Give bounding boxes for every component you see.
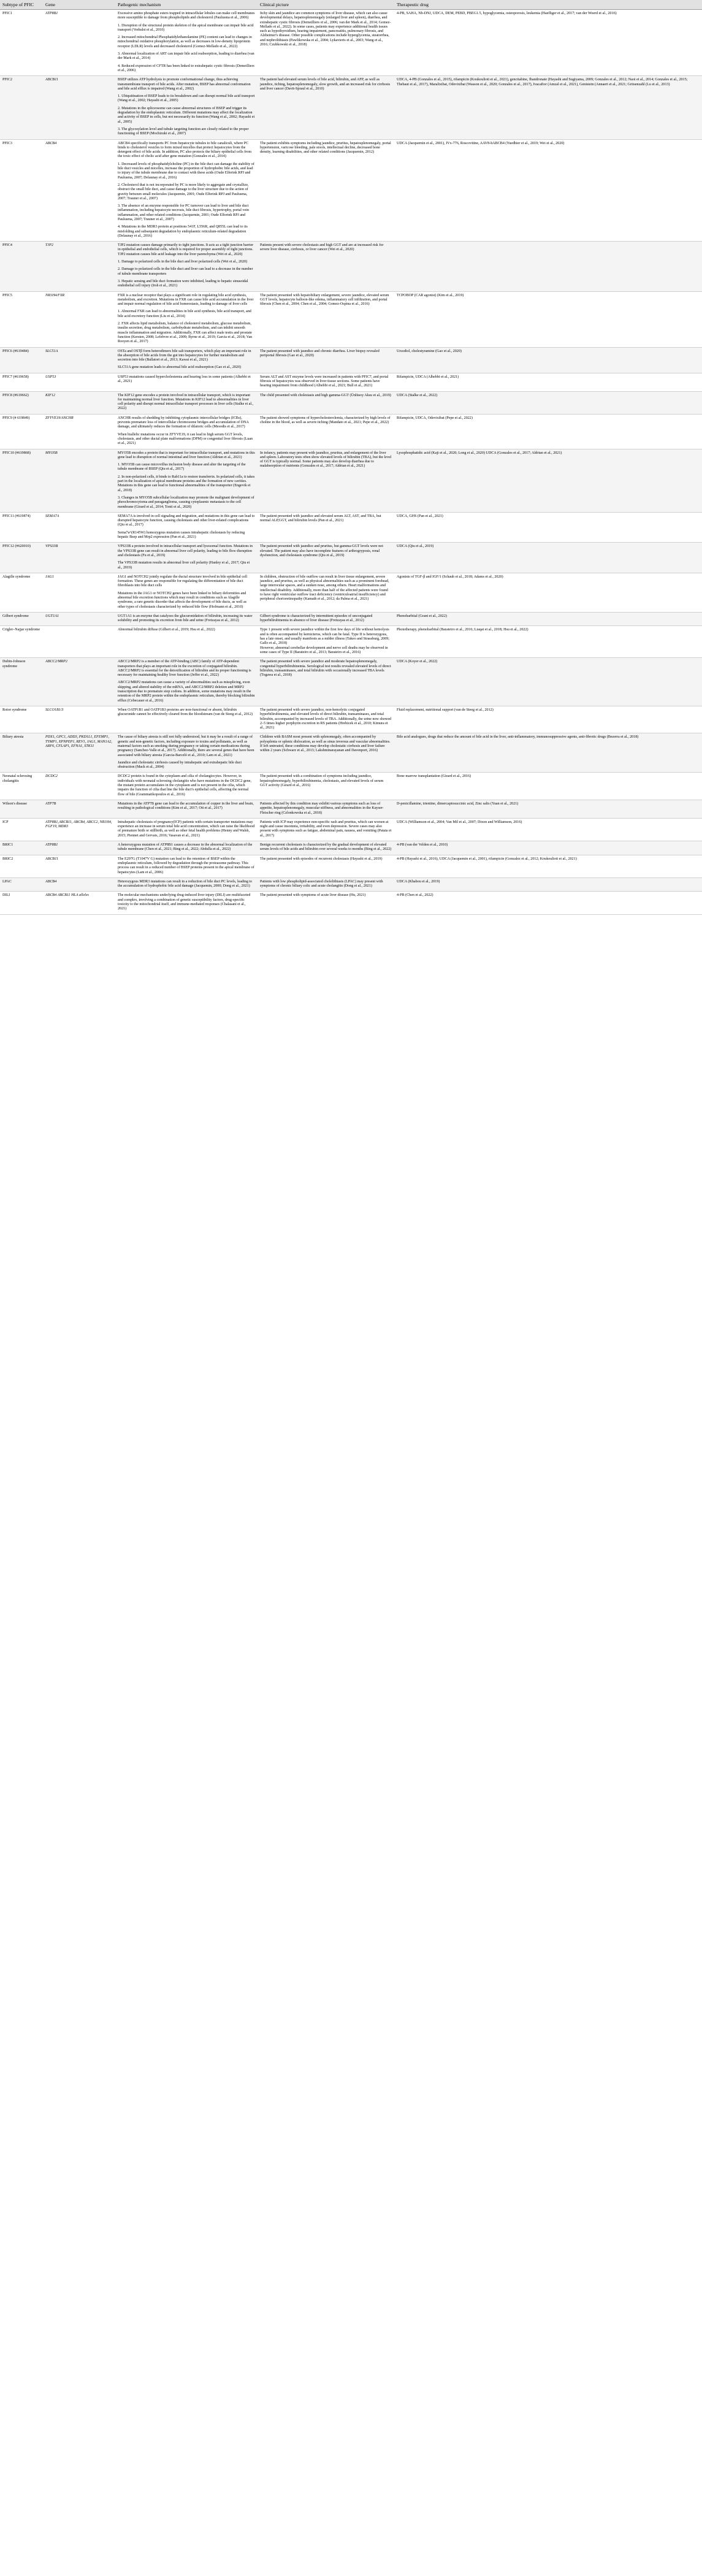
mechanism-paragraph: UGT1A1 is an enzyme that catalyzes the glucuronidation of bilirubin, increasing its water solubility and promoting its excretion from bile and urine (Fretzayas et al., 2012) [118, 614, 253, 623]
mechanism-paragraph: Sema7a^(R145W) homozygous mutation causes intrahepatic cholestasis by reducing hepatic Bsep and Mrp2 expression (Pan et al., 2021) [118, 530, 245, 540]
cell-drug: Lysophosphatidic acid (Kaji et al., 2020; Long et al., 2020) UDCA (Gonzales et al., 2017; Aldrian et al., 2021) [394, 449, 702, 512]
mechanism-paragraph: Excessive amino phosphate esters trapped in intracellular lobules can make cell membranes more susceptible to damage from phospholipids and cholesterol (Paulusma et al., 2006) [118, 12, 255, 20]
mechanism-paragraph: SLC51A gene mutation leads to abnormal bile acid reabsorption (Gao et al., 2020) [118, 365, 242, 370]
mechanism-paragraph: ABCC2/MRP2 is a member of the ATP-binding (ABC) family of ATP-dependent transporters that plays an important role in the excretion of conjugated bilirubin. ABCC2/MRP2 is essential for the detoxification of bilirubin and its proper functioning is necessary for maintaining healthy liver function (Jeffer et al., 2022) [118, 660, 251, 678]
cell-gene: ATP8B1,ABCB11, ABCB4, ABCC2, NR1H4, FGF19, MDR3 [43, 818, 115, 841]
cell-mechanism [115, 391, 258, 414]
cell-subtype: PFIC9 (# 619849) [0, 414, 43, 449]
mechanism-paragraph: 2. In non-polarized cells, it binds to Rab11a to restore transferrin. In polarized cells, it takes part in the localization of apical membrane proteins and the formation of new cavities. Mutations in this gene can lead to functional abnormalities of the transporter (Engevik et al., 2018) [118, 475, 255, 492]
cell-subtype: Alagille syndrome [0, 573, 43, 612]
mechanism-paragraph: FXR is a nuclear receptor that plays a significant role in regulating bile acid synthesis, metabolism, and excretion. Mutations in FXR can cause bile acid accumulation in the liver and impair normal regulation of bile acid homeostasis, leading to damage of liver cells [118, 293, 254, 307]
cell-drug: UDCA, GHS (Pan et al., 2021) [394, 512, 702, 542]
mechanism-paragraph: SEMA7A is involved in cell signaling and migration, and mutations in this gene can lead to disrupted hepatocyte function, causing cholestasis and other liver-related complications (Qiu et al., 2017) [118, 514, 255, 527]
cell-subtype: Neonatal sclerosing cholangitis [0, 773, 43, 800]
cell-subtype: PFIC1 [0, 10, 43, 76]
cell-drug: UDCA (Qiu et al., 2019) [394, 543, 702, 573]
cell-clinical: The patient presented with episodes of recurrent cholestasis (Hayashi et al., 2019) [258, 855, 394, 877]
cell-mechanism [115, 841, 258, 855]
cell-subtype: Biliary atresia [0, 733, 43, 773]
mechanism-paragraph: MYO5B encodes a protein that is important for intracellular transport, and mutations in this gene lead to disruption of normal intestinal and liver function (Aldrian et al., 2021) [118, 451, 255, 459]
cell-drug [394, 242, 702, 291]
cell-drug: UDCA (Williamson et al., 2004; Van Mil et al., 2007; Dixon and Williamson, 2016) [394, 818, 702, 841]
cell-mechanism [115, 291, 258, 347]
mechanism-paragraph: 4. Reduced expression of CFTR has been linked to extrahepatic cystic fibrosis (Demeilliers et al., 2006) [118, 64, 254, 72]
pfic-table [0, 0, 702, 915]
cell-mechanism [115, 10, 258, 76]
cell-mechanism [115, 800, 258, 818]
table-row [0, 291, 702, 347]
header-clinical: Clinical picture [258, 0, 394, 10]
mechanism-paragraph: USP53 mutations caused hypercholestemia and hearing loss in some patients (Alhebbi et al., 2021) [118, 375, 251, 383]
cell-drug: Ursodiol, cholestyramine (Gao et al., 2020) [394, 347, 702, 373]
mechanism-paragraph: 3. Hepatic sensing and bile duct formation were inhibited, leading to hepatic sinusoidal endothelial cell injury (Irsh et al., 2021) [118, 279, 248, 288]
cell-clinical: The patient showed symptoms of hypercholesterolemia, characterized by high levels of choline in the blood, as well as severe itching (Mandato et al., 2021; Pepe et al., 2022) [258, 414, 394, 449]
table-row [0, 139, 702, 242]
mechanism-paragraph: 2. Damage to polarized cells in the bile duct and liver can lead to a decrease in the number of tubule membrane transporters [118, 267, 253, 276]
table-body [0, 10, 702, 915]
table-row [0, 626, 702, 658]
mechanism-paragraph: Intrahepatic cholestasis of pregnancy(ICP) patients with certain transporter mutations may experience an increase in serum total bile acid concentration, which can raise the likelihood of premature birth or stillbirth, as well as other fetal health problems (Henny and Walsh, 2015; Piennet and Gervais, 2016; Vasavan et al., 2021) [118, 820, 255, 838]
cell-subtype: PFIC7 (#619658) [0, 373, 43, 391]
cell-subtype: BRIC1 [0, 841, 43, 855]
cell-mechanism [115, 626, 258, 658]
mechanism-paragraph: 3. The absence of an enzyme responsible for PC turnover can lead to liver and bile duct inflammation, including hepatocyte necrosis, bile duct fibrosis, hypertrophy, portal vein inflammation, and other related conditions (Jacquemin, 2001; Oude Elferink RPJ and Paulusma, 2007; Trauner et al., 2007) [118, 204, 250, 221]
cell-gene: TJP2 [43, 242, 115, 291]
cell-mechanism [115, 773, 258, 800]
cell-gene: VPS33B [43, 543, 115, 573]
cell-gene: ATP8B1 [43, 10, 115, 76]
mechanism-paragraph: ABCB4 specifically transports PC from hepatocyte tubules to bile canaliculi, where PC binds to cholesterol vesicles to form mixed micelles that protect hepatocytes from the detergent effect of bile acids. In addition, PC also protects the biliary epithelial cells from the toxic effect of cholic acid after gene mutation (Gonzales et al., 2014) [118, 141, 252, 159]
cell-subtype: LPAC [0, 877, 43, 892]
cell-clinical: The patient had elevated serum levels of bile acid, bilirubin, and AFP, as well as jaundice, itching, hepatosplenomegaly, slow growth, and an increased risk for cirrhosis and liver cancer (Davit-Spraul et al., 2010) [258, 76, 394, 139]
cell-clinical: Patients with low phospholipid-associated cholelithiasis (LPAC) may present with symptoms of chronic biliary colic and acute cholangitis (Dong et al., 2021) [258, 877, 394, 892]
cell-subtype: PFIC6 (#619484) [0, 347, 43, 373]
mechanism-paragraph: When biallelic mutations occur in ZFYVE19, it can lead to high serum GGT levels, cholestasis, and other ductal plate malformations (DPM) or congenital liver fibrosis (Luan et al., 2021) [118, 432, 253, 446]
cell-mechanism [115, 818, 258, 841]
cell-clinical: Benign recurrent cholestasis is characterized by the gradual development of elevated serum levels of bile acids and bilirubin over several weeks to months (Bing et al., 2022) [258, 841, 394, 855]
cell-clinical: The patient presented with severe jaundice, non-hemolytic conjugated hyperbilirubinemia, and elevated levels of direct bilirubin, transaminases, and total bilirubin, accompanied by increased levels of TBA. Additionally, the urine now showed 2–5 times higher porphyrin excretion in RS patients (Hrebicek et al., 2010; Kimura et al., 2021) [258, 706, 394, 733]
cell-drug: Bile acid analogues, drugs that reduce the amount of bile acid in the liver, anti-inflammatory, immunosuppressive agents, anti-fibrotic drugs (Bezerra et al., 2018) [394, 733, 702, 773]
header-drug: Therapeutic drug [394, 0, 702, 10]
cell-clinical: The child presented with cholestasis and high gamma-GGT (Ünlüsoy Aksu et al., 2019) [258, 391, 394, 414]
cell-gene: ABCB11 [43, 76, 115, 139]
cell-gene: ZFYVE19/ANCHR [43, 414, 115, 449]
mechanism-paragraph: The cause of biliary atresia is still not fully understood, but it may be a result of a range of genetic and non-genetic factors, including exposure to toxins and pollutants, as well as maternal factors such as smoking during pregnancy or taking certain medications during pregnancy (Sanchez-Valle et al., 2017). Additionally, there are several genes that have been associated with biliary atresia (Garcia-Barceló et al., 2010; Lam et al., 2021) [118, 735, 254, 757]
cell-clinical: Patients present with severe cholestasis and high GGT and are at increased risk for severe liver disease, cirrhosis, or liver cancer (Wei et al., 2020) [258, 242, 394, 291]
cell-mechanism [115, 414, 258, 449]
table-row [0, 373, 702, 391]
mechanism-paragraph: Heterozygous MDR3 mutations can result in a reduction of bile duct PC levels, leading to the accumulation of hydrophobic bile acid damage (Jacquemin, 2000; Dong et al., 2021) [118, 879, 253, 889]
mechanism-paragraph: Abnormal bilirubin diffuse (Gilbert et al., 2019; Hsu et al., 2022) [118, 628, 215, 632]
cell-drug: UDCA (Jacquemin et al., 2001), IVx-776, Roscovitine, AAV8-hABCB4 (Yuedhier et al., 2019; Wei et al., 2020) [394, 139, 702, 242]
cell-drug: Fluid replacement, nutritional support (van de Steeg et al., 2012) [394, 706, 702, 733]
cell-drug: 4-PB (van der Velden et al., 2010) [394, 841, 702, 855]
mechanism-paragraph: 2. Increased mitochondrial Phosphatidylethanolamine (PE) content can lead to changes in mitochondrial oxidative phosphorylation, as well as decreases in low-density lipoprotein receptor (LDLR) levels and decreased cholesterol (Gomez-Mellado et al., 2022) [118, 36, 252, 48]
mechanism-paragraph: 1. Disruption of the structural protein skeleton of the apical membrane can impair bile acid transport (Verhulst et al., 2010) [118, 23, 254, 32]
cell-subtype: PFIC2 [0, 76, 43, 139]
cell-clinical: The patient presented with jaundice and elevated serum ALT, AST, and TBA, but normal ALP,GGT, and bilirubin levels (Pan et al., 2021) [258, 512, 394, 542]
table-header [0, 0, 702, 10]
table-row [0, 855, 702, 877]
cell-gene [43, 626, 115, 658]
cell-subtype: Dubin-Johnson syndrome [0, 658, 43, 706]
cell-drug: UDCA (Koyer et al., 2022) [394, 658, 702, 706]
mechanism-paragraph: 1. MYO5B can cause microvillus inclusion body disease and alter the targeting of the tubule membrane of BSEP (Qiu et al., 2017) [118, 463, 246, 472]
mechanism-paragraph: ABCC2/MRP2 mutations can cause a variety of abnormalities such as missplicing, exon skipping, and altered stability of the mRNA, and ABCC2/MRP2 deletion and MRP2 transcription due to premature stop codons. In addition, some mutations may result in the retention of the MRP2 protein within the endoplasmic reticulum, thereby blocking bilirubin efflux (Cebecauer et al., 2016) [118, 681, 255, 703]
table-row [0, 800, 702, 818]
table-row [0, 877, 702, 892]
cell-mechanism [115, 76, 258, 139]
cell-drug: Agonists of TGF-β and IGF/1 (Schaub et al., 2018; Adams et al., 2020) [394, 573, 702, 612]
cell-mechanism [115, 658, 258, 706]
cell-drug: Bone marrow transplantation (Girard et al., 2016) [394, 773, 702, 800]
header-subtype: Subtype of PFIC [0, 0, 43, 10]
mechanism-paragraph: JAG1 and NOTCH2 jointly regulate the ductal structure involved in bile epithelial cell formation. These genes are responsible for regulating the differentiation of bile duct fibroblasts into bile duct cells [118, 575, 248, 588]
cell-subtype: PFIC3 [0, 139, 43, 242]
mechanism-paragraph: 2. Cholesterol that is not incorporated by PC is more likely to aggregate and crystallize, obstruct the small bile duct, and cause damage to the liver structure due to the action of gravity between small molecules (Jacquemin, 2001; Oude Elferink RPJ and Paulusma, 2007; Trauner et al., 2007) [118, 183, 249, 201]
cell-mechanism [115, 242, 258, 291]
cell-subtype: PFIC8 (#619662) [0, 391, 43, 414]
cell-subtype: Gilbert syndrome [0, 612, 43, 626]
cell-drug: Rifampicin, UDCA, Odevixibat (Pepe et al., 2022) [394, 414, 702, 449]
cell-gene: USP53 [43, 373, 115, 391]
table-row [0, 612, 702, 626]
table-row [0, 658, 702, 706]
cell-drug: 4-PB (Chen et al., 2022) [394, 892, 702, 914]
table-row [0, 773, 702, 800]
cell-gene: SEMA7A [43, 512, 115, 542]
mechanism-paragraph: 2. Mutations in the spliceosome can cause abnormal structures of BSEP and trigger its degradation by the endoplasmic reticulum. Different mutations may affect the localization and activity of BSEP in cells, but not necessarily its function (Wang et al., 2002; Hayashi et al., 2005) [118, 106, 255, 124]
table-row [0, 818, 702, 841]
table-row [0, 543, 702, 573]
table-row [0, 733, 702, 773]
cell-clinical: Children with BASM most present with splenomegaly, often accompanied by polysplenia or splenic dislocation, as well as sinus inversus and vascular abnormalities. If left untreated, these conditions may develop cholestatic cirrhosis and liver failure within 2 years (Schwarz et al., 2013; Lakshminarayanan and Davenport, 2016) [258, 733, 394, 773]
mechanism-paragraph: 1. Damage to polarized cells in the bile duct and liver polarized cells (Wei et al., 2020) [118, 260, 248, 264]
cell-clinical: Patients affected by this condition may exhibit various symptoms such as loss of appetite, hepatosplenomegaly, muscular stiffness, and abnormalities in the Kayser-Fleischer ring (Czlonkowska et al., 2018) [258, 800, 394, 818]
mechanism-paragraph: 2. FXR affects lipid metabolism, balance of cholesterol metabolism, glucose metabolism, insulin secretion, drug metabolism, carbohydrate metabolism, and can inhibit smooth muscle inflammation and migration. Additionally, FXR can affect male testis and prostate function (Kersten, 2008; Lefebvre et al., 2009; Byrne et al., 2019; Garcia et al., 2018; Van Rooyen et al., 2017) [118, 322, 253, 344]
mechanism-paragraph: The VPS33B mutation results in abnormal liver cell polarity (Hanley et al., 2017; Qiu et al., 2019) [118, 561, 250, 570]
table-row [0, 573, 702, 612]
mechanism-paragraph: 3. Changes in MYO5B subcellular localization may promote the malignant development of pheochromocytoma and paraganglioma, causing cytoplasmic metastasis to the cell membrane (Girard et al., 2014; Tonti et al., 2020) [118, 495, 254, 509]
mechanism-paragraph: The E297G (T1047V G) mutation can lead to the retention of BSEP within the endoplasmic reticulum, followed by degradation through the proteasome pathway. This process can result in a reduced number of BSEP proteins present in the apical membrane of hepatocytes (Lam et al., 2006) [118, 857, 254, 874]
mechanism-paragraph: TJP2 mutation causes damage primarily to tight junctions. It acts as a tight junction barrier in epithelial and endothelial cells, which is required for proper assembly of tight junctions. TJP2 mutation causes bile acid leakage into the liver parenchyma (Wei et al., 2020) [118, 243, 254, 256]
cell-gene: KIF12 [43, 391, 115, 414]
mechanism-paragraph: Mutations in the ATP7B gene can lead to the accumulation of copper in the liver and brain, resulting in pathological conditions (Kim et al., 2017; Ott et al., 2017) [118, 801, 254, 811]
cell-clinical: Type 1 present with severe jaundice within the first few days of life without hemolysis and is often accompanied by kernicterus, which can be fatal. Type II is heterozygous, has a late onset, and usually manifests as a milder illness (Takeo and Strassburg, 2009; Gallo et al., 2018) However, abnormal cerebellar development and nerve cell deaths may be observed in some cases of Type II (Barateiro et al., 2013; Barateiro et al., 2016) [258, 626, 394, 658]
cell-clinical: The patient presented with hepatobiliary enlargement, severe jaundice, elevated serum GGT levels, hepatocyte balloon-like edema, inflammatory cell infiltration, and portal fibrosis (Chen et al., 2004; Chen et al., 2004; Gomez-Ospina et al., 2016) [258, 291, 394, 347]
cell-mechanism [115, 877, 258, 892]
cell-drug: Phenobarbital (Grant et al., 2022) [394, 612, 702, 626]
cell-clinical: Patients with ICP may experience non-specific rash and pruritus, which can worsen at night and cause insomnia, irritability, and even depression. Severe cases may also present with symptoms such as fatigue, abdominal pain, nausea, and vomiting (Pataia et al., 2017) [258, 818, 394, 841]
cell-drug: UDCA (Stalke et al., 2022) [394, 391, 702, 414]
mechanism-paragraph: The molecular mechanisms underlying drug-induced liver injury (DILI) are multifaceted and complex, involving a combination of genetic susceptibility factors, drug-specific toxicity to the mitochondrial itself, and immune-mediated responses (Chalasani et al., 2021) [118, 893, 251, 911]
cell-subtype: Wilson's disease [0, 800, 43, 818]
cell-gene: PDX1, GPC1, ADD3, PKD1L1, EFEMP1, TYMP1, XPNPEP1, REV1, JAG1, MAN1A2, ARF6, CFLAP1, EFNA1, STK11 [43, 733, 115, 773]
cell-mechanism [115, 612, 258, 626]
table-row [0, 414, 702, 449]
cell-subtype: PFIC4 [0, 242, 43, 291]
mechanism-paragraph: 4. Mutations in the MDR3 protein at positions 541F, L556R, and Q855L can lead to its misfolding and subsequent degradation by endoplasmic reticulum-related degradation (Delaunay et al., 2016) [118, 225, 248, 238]
cell-clinical: In children, obstruction of bile outflow can result in liver tissue enlargement, severe jaundice, and pruritus, as well as physical abnormalities such as a prominent forehead, large interocular spaces, and a sunken nose, among others. Heart malformations and intellectual disability. Additionally, more than half of the affected patients were found to have right ventricular outflow tract deficiency (ventriculoatrial insufficiency) and peripheral chorioretinopathy (Kamath et al., 2012; da Palma et al., 2021) [258, 573, 394, 612]
cell-subtype: Rotor syndrome [0, 706, 43, 733]
cell-mechanism [115, 855, 258, 877]
table-row [0, 706, 702, 733]
cell-clinical: The patient presented with symptoms of acute liver disease (Hu, 2021) [258, 892, 394, 914]
cell-drug: Phototherapy, phenobarbital (Barateiro et al., 2016; Liaqat et al., 2018; Hsu et al., 2022) [394, 626, 702, 658]
cell-gene: ABCB4 [43, 139, 115, 242]
header-mechanism: Pathogenic mechanism [115, 0, 258, 10]
cell-gene: NR1H4/FXR [43, 291, 115, 347]
mechanism-paragraph: A heterozygous mutation of ATP8B1 causes a decrease in the abnormal localization of the tubule membrane (Chen et al., 2021; Bing et al., 2022; Abdulla et al., 2022) [118, 843, 253, 852]
cell-mechanism [115, 373, 258, 391]
mechanism-paragraph: 1. Abnormal FXR can lead to abnormalities in bile acid synthesis, bile acid transport, and bile acid excretory function (Liu et al., 2014) [118, 310, 251, 318]
mechanism-paragraph: 3. Abnormal localization of ART can impair bile acid reabsorption, leading to diarrhea (van der Mark et al., 2014) [118, 52, 254, 61]
cell-drug: Rifampicin, UDCA (Alhebbi et al., 2021) [394, 373, 702, 391]
cell-mechanism [115, 347, 258, 373]
cell-gene: ABCB4 ABCB11 HLA alleles [43, 892, 115, 914]
cell-mechanism [115, 573, 258, 612]
cell-subtype: DILI [0, 892, 43, 914]
mechanism-paragraph: OSTa and OSTβ form heterodimers bile salt transporters, which play an important role in the absorption of bile acids from the gut into hepatocytes for further metabolism and secretion into bile (Ballatori et al., 2013; Kawai et al., 2021) [118, 349, 251, 362]
table-row [0, 10, 702, 76]
cell-subtype: PFIC5 [0, 291, 43, 347]
cell-mechanism [115, 733, 258, 773]
cell-subtype: BRIC2 [0, 855, 43, 877]
cell-gene: UGT1A1 [43, 612, 115, 626]
mechanism-paragraph: 1. Ubiquitination of BSEP leads to its breakdown and can disrupt normal bile acid transport (Wang et al., 2002; Hayashi et al., 2005) [118, 94, 255, 103]
cell-subtype: PFIC11 (#619874) [0, 512, 43, 542]
cell-gene: ABCB11 [43, 855, 115, 877]
cell-gene: ATP8B1 [43, 841, 115, 855]
mechanism-paragraph: 3. The glycosylation level and tubule targeting function are closely related to the proper functioning of BSEP (Mochizuki et al., 2007) [118, 127, 249, 136]
header-gene: Gene [43, 0, 115, 10]
cell-mechanism [115, 449, 258, 512]
mechanism-paragraph: DCDC2 protein is found in the cytoplasm and cilia of cholangiocytes. However, in individuals with neonatal sclerosing cholangitis who have mutations in the DCDC2 gene, the mutant protein accumulates in the cytoplasm and is not present in the cilia, which impairs the function of cilia that line the bile duct's epithelial cells, affecting the normal flow of bile (Grammatikopoulos et al., 2016) [118, 774, 251, 797]
table-row [0, 347, 702, 373]
mechanism-paragraph: Mutations in the JAG1 or NOTCH2 genes have been linked to biliary deformities and abnormal bile excretion functions which may result in conditions such as Alagille syndrome, a rare genetic disorder that affects the development of bile ducts, as well as other types of cholestasis characterized by reduced bile flow (Hofmann et al., 2010) [118, 591, 247, 609]
cell-mechanism [115, 543, 258, 573]
cell-clinical: The patient presented with severe jaundice and moderate hepatosplenomegaly, congenital hyperbilirubinemia. Serological test results revealed elevated levels of direct bilirubin, transaminases, and total bilirubin with occasionally increased TBA levels (Togawa et al., 2018) [258, 658, 394, 706]
cell-gene: JAG1 [43, 573, 115, 612]
table-row [0, 391, 702, 414]
cell-drug: UDCA, 4-PB (Gonzales et al., 2015), rifampicin (Koukoulioti et al., 2021), gencitabine, Ibandronate (Hayashi and Sugiyama, 2009; Gonzales et al., 2012; Naoi et al., 2014; Gonzales et al., 2015; Thebaut et al., 2017), Maralixibat, Odevixibat (Wasson et al., 2020; Gonzales et al., 2017), Ivacaftor (Amzal et al., 2021), Genistein (Annaert et al., 2021; Gritsenzahl (Lu et al., 2013) [394, 76, 702, 139]
mechanism-paragraph: ANCHR results of shedding by inhibiting cytoplasmic intercellular bridges (ICBs), prevents premature loss of intercellular chromosome bridges and accumulation of DNA damage, and ultimately reduces the formation of dilatoric cells (Mesodis et al., 2017) [118, 416, 249, 429]
cell-mechanism [115, 139, 258, 242]
table-row [0, 841, 702, 855]
mechanism-paragraph: The KIF12 gene encodes a protein involved in intracellular transport, which is important for maintaining normal liver function. Mutations in KIF12 lead to abnormalities in liver cell polarity and disrupt normal intracellular transport processes in liver cells (Stalke et al., 2022) [118, 393, 254, 411]
cell-gene: SLC51A [43, 347, 115, 373]
cell-subtype: PFIC12 (#620010) [0, 543, 43, 573]
cell-clinical: The patient presented with jaundice and pruritus, but gamma-GGT levels were not elevated. The patient may also have incomplete features of arthrogryposis, renal dysfunction, and cholestasis syndrome (Qiu et al., 2019) [258, 543, 394, 573]
cell-mechanism [115, 706, 258, 733]
cell-drug: UDCA (Khabou et al., 2019) [394, 877, 702, 892]
cell-gene: ABCB4 [43, 877, 115, 892]
cell-gene: MYO5B [43, 449, 115, 512]
cell-clinical: The patient exhibits symptoms including jaundice, pruritus, hepatosplenomegaly, portal hypertension, varicose bleeding, pale stools, intellectual decline, decreased bone density, learning disabilities, and other related conditions (Jacquemin, 2012) [258, 139, 394, 242]
cell-clinical: Gilbert syndrome is characterized by intermittent episodes of unconjugated hyperbilirubinemia in absence of liver disease (Fretzayas et al., 2012) [258, 612, 394, 626]
table-row [0, 242, 702, 291]
cell-clinical: In infancy, patients may present with jaundice, pruritus, and enlargement of the liver and spleen. Laboratory tests often show elevated levels of bilirubin (TBA), but the level of GGT is typically normal. Some patients may also develop diarrhea due to malabsorption of nutrients (Gonzales et al., 2017; Aldrian et al., 2021) [258, 449, 394, 512]
mechanism-paragraph: BSEP utilizes ATP hydrolysis to promote conformational change, thus achieving transmembrane transport of bile acids. After mutation, BSEP has abnormal conformation and bile acid efflux is impaired (Wang et al., 2002) [118, 78, 251, 91]
cell-clinical: The patient presented with jaundice and chronic diarrhea. Liver biopsy revealed periportal fibrosis (Gao et al., 2020) [258, 347, 394, 373]
mechanism-paragraph: 1. Decreased levels of phosphatidylcholine (PC) in the bile duct can damage the stability of bile duct vesicles and micelles, increase the proportion of hydrophobic bile acids, and lead to injury of the tubule membrane due to contact with these acids (Oude Elferink RPJ and Paulusma, 2007; Delaunay et al., 2016) [118, 162, 254, 180]
cell-subtype: PFIC10 (#619868) [0, 449, 43, 512]
cell-gene: DCDC2 [43, 773, 115, 800]
cell-gene: ATP7B [43, 800, 115, 818]
cell-drug: D-penicillamine, trientine, dimercaptosuccinic acid, Zinc salts (Yuan et al., 2021) [394, 800, 702, 818]
cell-subtype: Crigler–Najjar syndrome [0, 626, 43, 658]
cell-drug: 4-PB (Hayashi et al., 2016), UDCA (Jacquemin et al., 2001), rifampicin (Gonzalez et al., 2012; Koukoulioti et al., 2021) [394, 855, 702, 877]
cell-mechanism [115, 892, 258, 914]
cell-mechanism [115, 512, 258, 542]
table-row [0, 512, 702, 542]
table-row [0, 449, 702, 512]
table-row [0, 76, 702, 139]
cell-drug: TCPOBOP (CAR agonist) (Kim et al., 2019) [394, 291, 702, 347]
cell-clinical: The patient presented with a combination of symptoms including jaundice, hepatosplenomegaly, hyperbilirubinemia, cholestasis, and elevated levels of serum GGT activity (Girard et al., 2016) [258, 773, 394, 800]
table-row [0, 892, 702, 914]
cell-drug: 4-PB, SAHA, Nb-DNJ, UDCA, DEM, PEBD, PBEG1.5, hypoglycemia, osteoporosis, leukemia (Haefliger et al., 2017; van der Woerd et al., 2016) [394, 10, 702, 76]
cell-clinical: Itchy skin and jaundice are common symptoms of liver disease, which can also cause developmental delays, hepatosplenomegaly (enlarged liver and spleen), diarrhea, and extrahepatic cystic fibrosis (Demeilliers et al., 2006; van der Mark et al., 2014; Gomez-Mellado et al., 2022). In some cases, patients may experience additional health issues such as hypothyroidism, hearing impairment, pancreatitis, pulmonary fibrosis, and Alzheimer's disease. Other possible complications include hyperglycemia, steatorrhea, and nephrolithiasis (Pawlikowska et al., 2004; Lykavieris et al., 2003; Wang et al., 2016; Czubkowski et al., 2018) [258, 10, 394, 76]
mechanism-paragraph: VPS33B a protein involved in intracellular transport and lysosomal function. Mutations in the VPS33B gene can result in abnormal liver cell polarity, leading to bile flow disruption and cholestasis (Fu et al., 2019) [118, 545, 253, 557]
mechanism-paragraph: Jaundice and cholestatic cirrhosis caused by intrahepatic and extrahepatic bile duct obstruction (Mack et al., 2004) [118, 760, 242, 770]
cell-subtype: ICP [0, 818, 43, 841]
cell-clinical: Serum ALT and AST enzyme levels were increased in patients with PFIC7, and portal fibrosis of hepatocytes was observed in liver tissue sections. Some patients have hearing impairment from childhood (Alhebbi et al., 2021; Bull et al., 2021) [258, 373, 394, 391]
cell-gene: SLCO1B1/3 [43, 706, 115, 733]
cell-gene: ABCC2/MRP2 [43, 658, 115, 706]
mechanism-paragraph: When OATP1B1 and OATP1B3 proteins are non-functional or absent, bilirubin glucuronide cannot be effectively cleared from the bloodstream (van de Steeg et al., 2012) [118, 708, 253, 717]
